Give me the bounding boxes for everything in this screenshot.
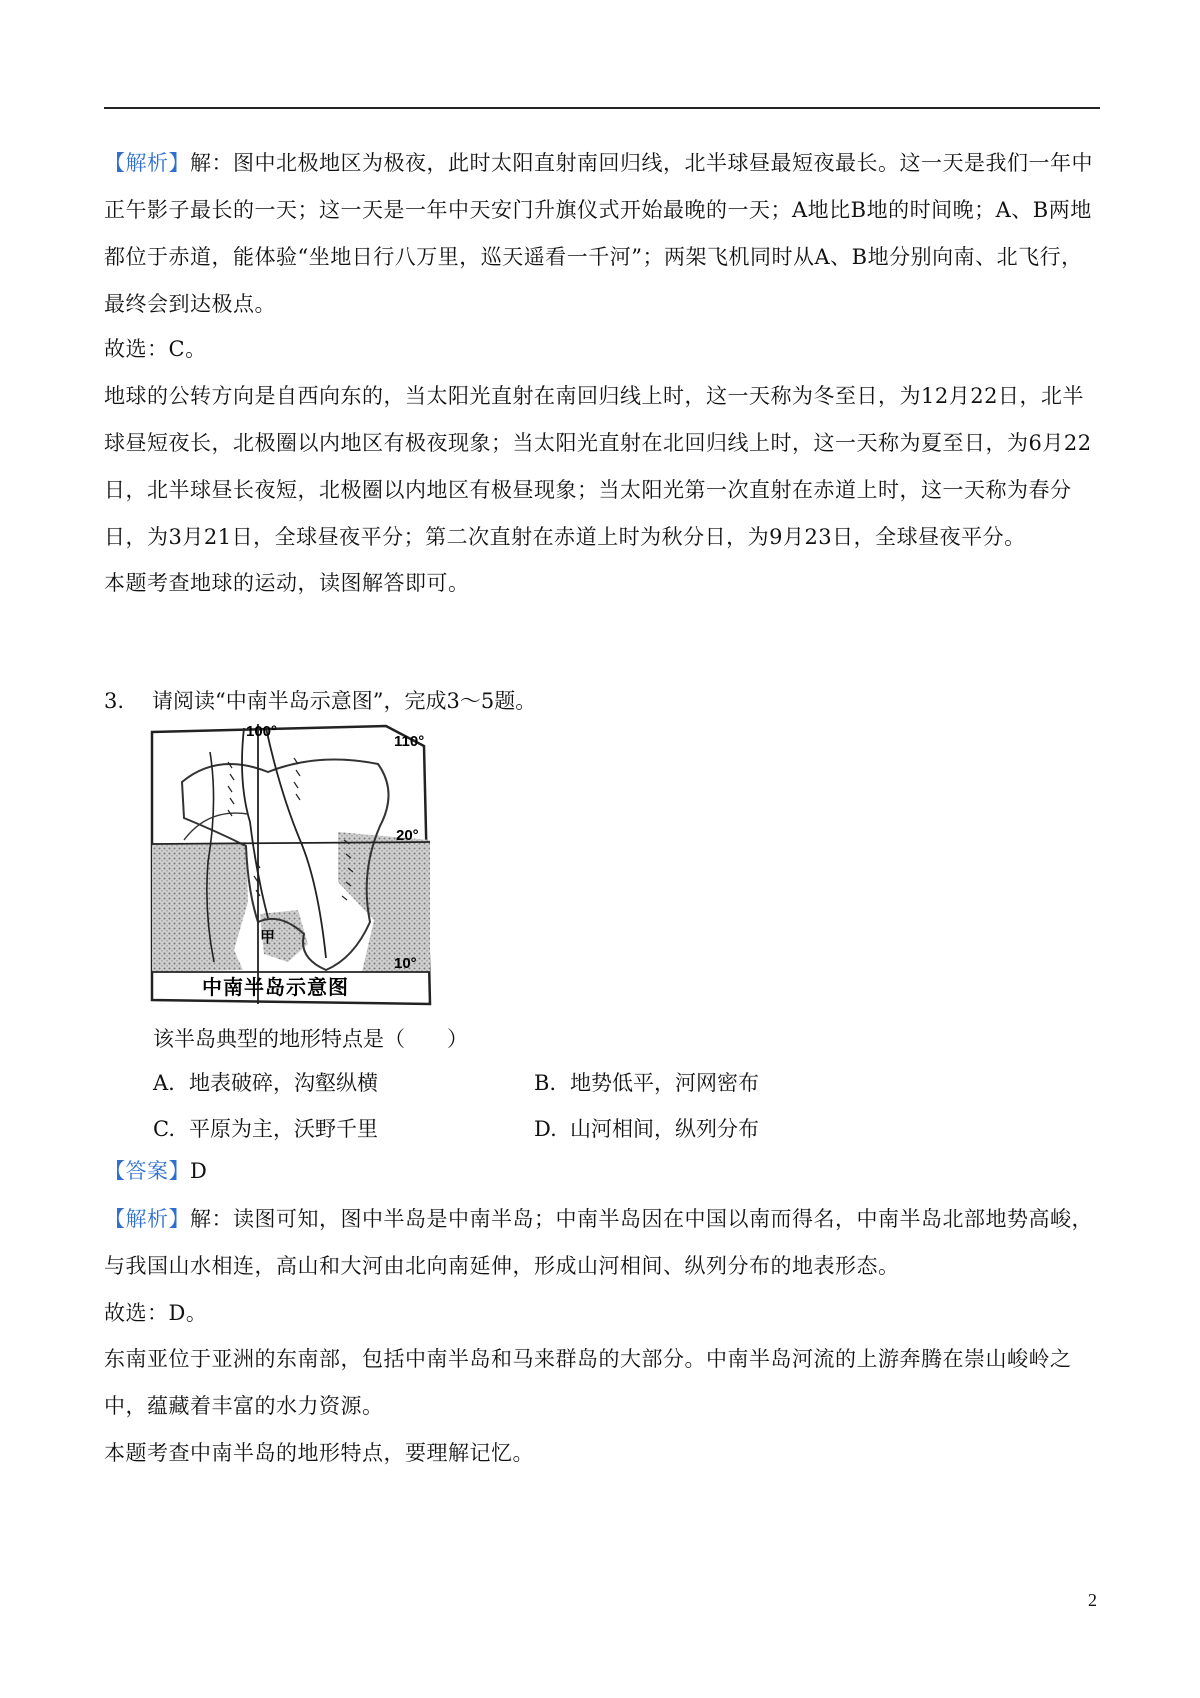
page-number: 2 — [1088, 1590, 1097, 1610]
option-c-letter: C. — [153, 1117, 175, 1141]
option-d-letter: D. — [534, 1117, 557, 1141]
explanation-paragraph-1: 地球的公转方向是自西向东的，当太阳光直射在南回归线上时，这一天称为冬至日，为12月22日，北半球昼短夜长，北极圈以内地区有极夜现象；当太阳光直射在北回归线上时，这一天称为夏至日，为6月22日，北半球昼长夜短，北极圈以内地区有极昼现象；当太阳光第一次直射在赤道上时，这一天称为春分日，为3月21日，全球昼夜平分；第二次直射在赤道上时为秋分日，为9月23日，全球昼夜平分。 — [104, 384, 1092, 549]
analysis-tag-2: 【解析】 — [104, 1207, 190, 1231]
option-a-text: 地表破碎，沟壑纵横 — [189, 1071, 378, 1095]
option-b-text: 地势低平，河网密布 — [570, 1071, 759, 1095]
answer-line — [104, 1148, 1100, 1195]
summary-line-2: 本题考查中南半岛的地形特点，要理解记忆。 — [104, 1441, 534, 1465]
question-prompt — [104, 686, 536, 716]
summary-line-1: 本题考查地球的运动，读图解答即可。 — [104, 571, 470, 595]
option-c[interactable] — [153, 1114, 378, 1144]
indochina-map — [148, 722, 440, 1012]
explanation-paragraph-2: 东南亚位于亚洲的东南部，包括中南半岛和马来群岛的大部分。中南半岛河流的上游奔腾在崇山峻岭之中，蕴藏着丰富的水力资源。 — [104, 1347, 1072, 1418]
analysis-paragraph-1 — [104, 140, 1100, 328]
option-b[interactable] — [534, 1068, 759, 1098]
analysis-text-2: 解：读图可知，图中半岛是中南半岛；中南半岛因在中国以南而得名，中南半岛北部地势高峻，与我国山水相连，高山和大河由北向南延伸，形成山河相间、纵列分布的地表形态。 — [104, 1207, 1093, 1278]
lat-label-20: 20° — [396, 827, 419, 844]
choice-line-1: 故选：C。 — [104, 337, 207, 361]
option-c-text: 平原为主，沃野千里 — [189, 1117, 378, 1141]
lon-label-100: 100° — [246, 723, 278, 740]
analysis-text: 解：图中北极地区为极夜，此时太阳直射南回归线，北半球昼最短夜最长。这一天是我们一年中正午影子最长的一天；这一天是一年中天安门升旗仪式开始最晚的一天；A地比B地的时间晚；A、B两地都位于赤道，能体验“坐地日行八万里，巡天遥看一千河”；两架飞机同时从A、B地分别向南、北飞行，最终会到达极点。 — [104, 151, 1093, 316]
andaman-sea — [152, 842, 248, 972]
question-prompt-text: 请阅读“中南半岛示意图”，完成3～5题。 — [152, 689, 537, 713]
option-a-letter: A. — [153, 1071, 175, 1095]
map-title: 中南半岛示意图 — [202, 975, 349, 999]
question-stem: 该半岛典型的地形特点是（ ） — [153, 1027, 468, 1051]
lon-label-110: 110° — [394, 733, 425, 750]
place-label-jia: 甲 — [260, 928, 276, 946]
analysis-tag: 【解析】 — [104, 151, 190, 175]
option-d-text: 山河相间，纵列分布 — [570, 1117, 759, 1141]
header-rule — [104, 107, 1100, 109]
option-a[interactable] — [153, 1068, 378, 1098]
option-d[interactable] — [534, 1114, 759, 1144]
answer-tag: 【答案】 — [104, 1159, 190, 1183]
option-b-letter: B. — [534, 1071, 557, 1095]
question-number: 3. — [104, 689, 125, 713]
analysis-paragraph-2 — [104, 1196, 1100, 1290]
choice-line-2: 故选：D。 — [104, 1301, 208, 1325]
lat-label-10: 10° — [394, 955, 417, 972]
answer-text: D — [190, 1159, 208, 1183]
